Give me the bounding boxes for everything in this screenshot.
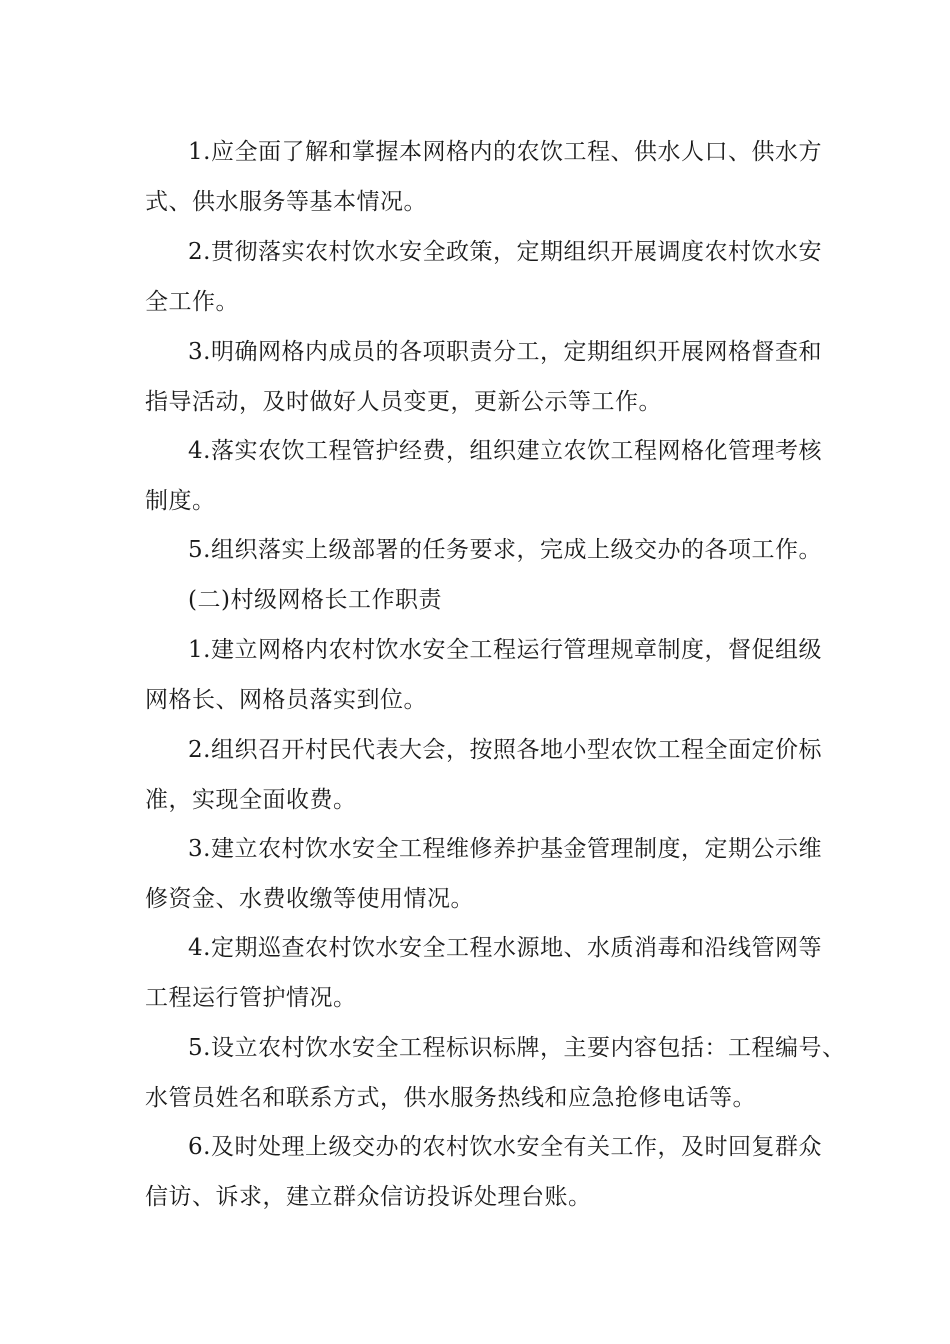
text-line: 3.明确网格内成员的各项职责分工，定期组织开展网格督查和 [188,339,822,365]
text-line: 2.组织召开村民代表大会，按照各地小型农饮工程全面定价标 [188,737,822,763]
text-line: 3.建立农村饮水安全工程维修养护基金管理制度，定期公示维 [188,836,822,862]
text-line: 全工作。 [145,289,239,315]
text-line: 工程运行管护情况。 [145,985,357,1011]
text-line: 4.落实农饮工程管护经费，组织建立农饮工程网格化管理考核 [188,438,822,464]
text-line: 2.贯彻落实农村饮水安全政策，定期组织开展调度农村饮水安 [188,239,822,265]
text-line: 信访、诉求，建立群众信访投诉处理台账。 [145,1184,592,1210]
text-line: 5.组织落实上级部署的任务要求，完成上级交办的各项工作。 [188,537,822,563]
text-line: 1.建立网格内农村饮水安全工程运行管理规章制度，督促组级 [188,637,822,663]
text-line: 准，实现全面收费。 [145,787,357,813]
text-line: 水管员姓名和联系方式，供水服务热线和应急抢修电话等。 [145,1085,756,1111]
text-line: 1.应全面了解和掌握本网格内的农饮工程、供水人口、供水方 [188,139,822,165]
text-line: 6.及时处理上级交办的农村饮水安全有关工作，及时回复群众 [188,1134,822,1160]
text-line: 修资金、水费收缴等使用情况。 [145,886,474,912]
text-line: 网格长、网格员落实到位。 [145,687,427,713]
text-line: 4.定期巡查农村饮水安全工程水源地、水质消毒和沿线管网等 [188,935,822,961]
section-heading: (二)村级网格长工作职责 [188,587,442,613]
text-line: 5.设立农村饮水安全工程标识标牌，主要内容包括：工程编号、 [188,1035,846,1061]
text-line: 制度。 [145,488,216,514]
text-line: 指导活动，及时做好人员变更，更新公示等工作。 [145,389,662,415]
text-line: 式、供水服务等基本情况。 [145,189,427,215]
